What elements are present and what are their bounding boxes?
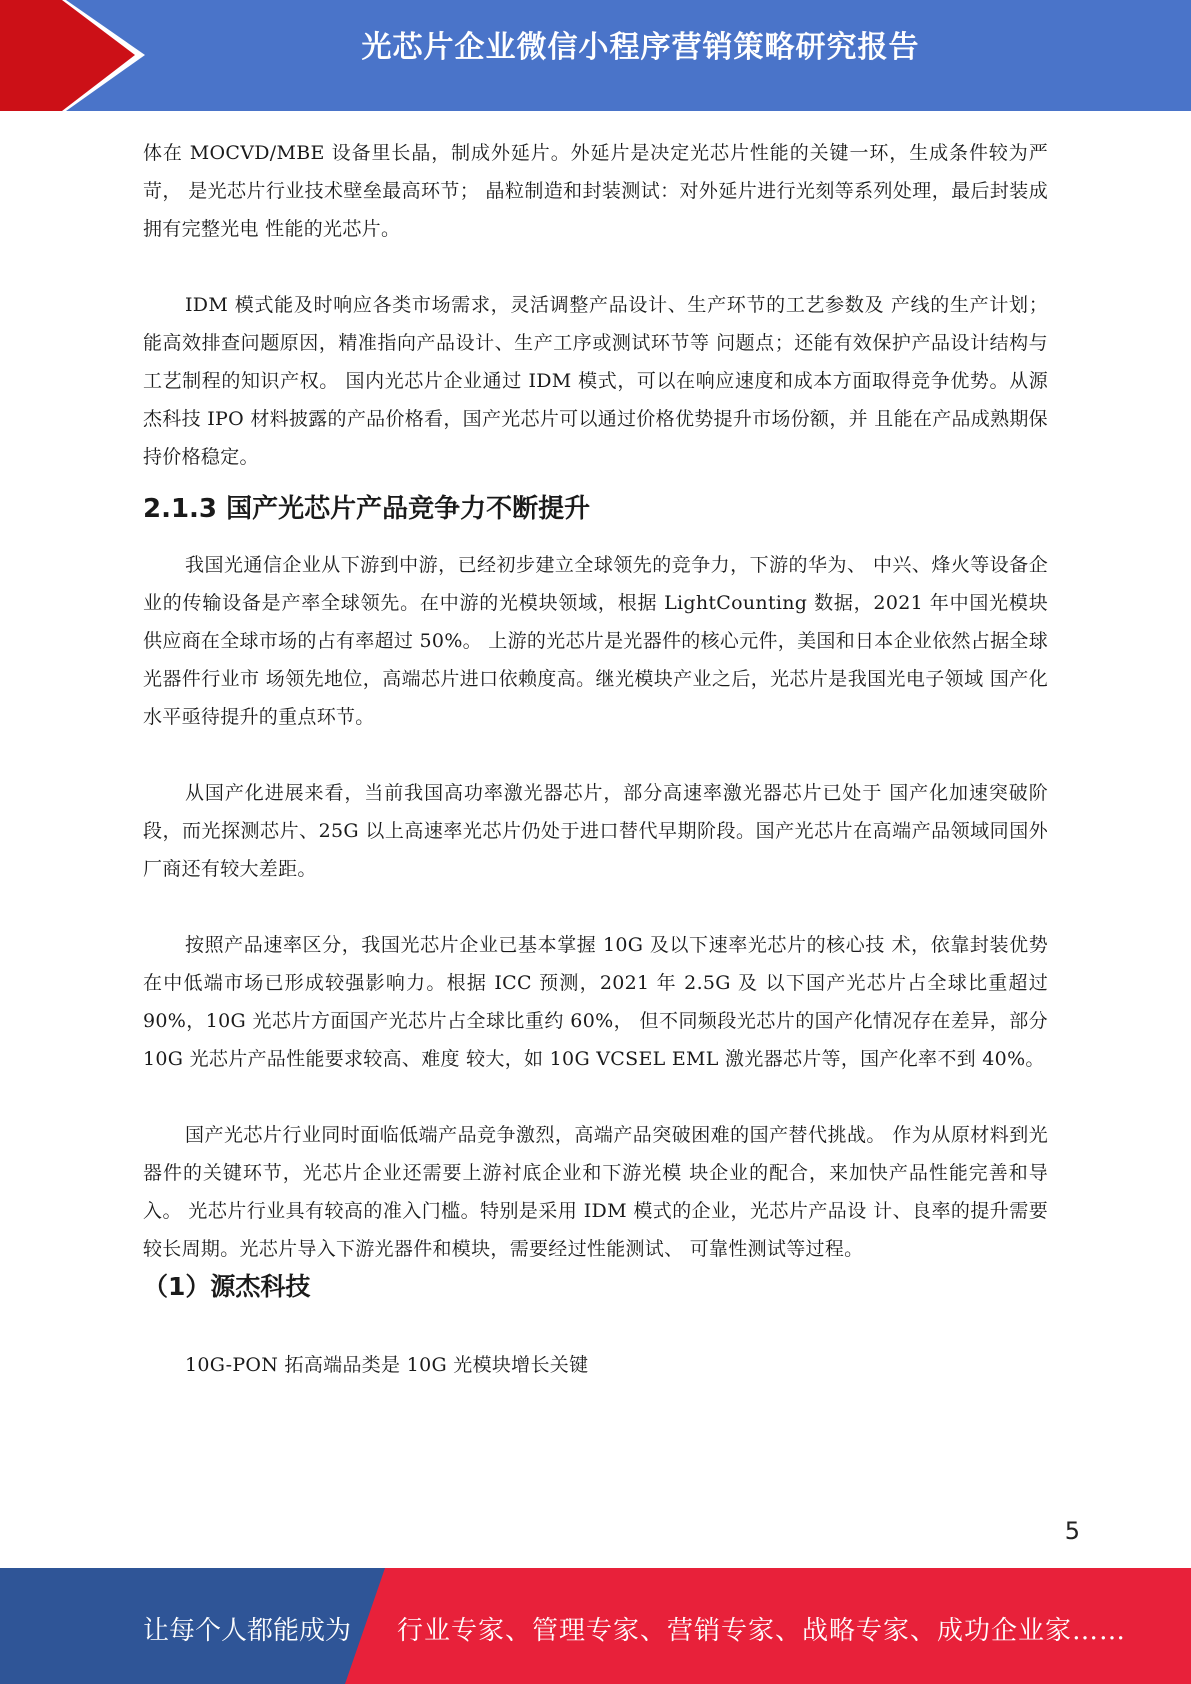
document-body (143, 134, 1048, 1384)
section-heading: 2.1.3 国产光芯片产品竞争力不断提升 (143, 494, 591, 524)
page-header (0, 0, 1191, 111)
footer-slogan-right: 行业专家、管理专家、营销专家、战略专家、成功企业家…… (397, 1616, 1127, 1646)
footer-slogan-left: 让每个人都能成为 (143, 1616, 352, 1646)
header-title: 光芯片企业微信小程序营销策略研究报告 (361, 30, 920, 65)
paragraph: 10G-PON 拓高端品类是 10G 光模块增长关键 (185, 1354, 589, 1376)
paragraph: 我国光通信企业从下游到中游，已经初步建立全球领先的竞争力，下游的华为、 中兴、烽火等设备企业的传输设备是产率全球领先。在中游的光模块领域，根据 LightCounting 数据，2021 年中国光模块供应商在全球市场的占有率超过 50%。 上游的光芯片是光器件的核心元件，美国和日本企业依然占据全球光器件行业市 场领先地位，高端芯片进口依赖度高。继光模块产业之后，光芯片是我国光电子领域 国产化水平亟待提升的重点环节。 (143, 554, 1049, 728)
page-footer (0, 1568, 1191, 1684)
paragraph: 体在 MOCVD/MBE 设备里长晶，制成外延片。外延片是决定光芯片性能的关键一环，生成条件较为严苛， 是光芯片行业技术壁垒最高环节； 晶粒制造和封装测试：对外延片进行光刻等系列处理，最后封装成拥有完整光电 性能的光芯片。 (143, 142, 1048, 240)
paragraph: IDM 模式能及时响应各类市场需求，灵活调整产品设计、生产环节的工艺参数及 产线的生产计划；能高效排查问题原因，精准指向产品设计、生产工序或测试环节等 问题点；还能有效保护产品设计结构与工艺制程的知识产权。 国内光芯片企业通过 IDM 模式，可以在响应速度和成本方面取得竞争优势。从源 杰科技 IPO 材料披露的产品价格看，国产光芯片可以通过价格优势提升市场份额，并 且能在产品成熟期保持价格稳定。 (143, 294, 1048, 468)
paragraph: 国产光芯片行业同时面临低端产品竞争激烈，高端产品突破困难的国产替代挑战。 作为从原材料到光器件的关键环节，光芯片企业还需要上游衬底企业和下游光模 块企业的配合，来加快产品性能完善和导入。 光芯片行业具有较高的准入门槛。特别是采用 IDM 模式的企业，光芯片产品设 计、良率的提升需要较长周期。光芯片导入下游光器件和模块，需要经过性能测试、 可靠性测试等过程。 (143, 1124, 1048, 1260)
page-number: 5 (1064, 1517, 1080, 1545)
paragraph: 从国产化进展来看，当前我国高功率激光器芯片，部分高速率激光器芯片已处于 国产化加速突破阶段，而光探测芯片、25G 以上高速率光芯片仍处于进口替代早期阶段。国产光芯片在高端产品领域同国外厂商还有较大差距。 (143, 782, 1048, 880)
subsection-heading: （1）源杰科技 (143, 1272, 311, 1301)
paragraph: 按照产品速率区分，我国光芯片企业已基本掌握 10G 及以下速率光芯片的核心技 术，依靠封装优势在中低端市场已形成较强影响力。根据 ICC 预测，2021 年 2.5G 及 以下国产光芯片占全球比重超过 90%，10G 光芯片方面国产光芯片占全球比重约 60%， 但不同频段光芯片的国产化情况存在差异，部分 10G 光芯片产品性能要求较高、难度 较大，如 10G VCSEL EML 激光器芯片等，国产化率不到 40%。 (143, 934, 1048, 1070)
